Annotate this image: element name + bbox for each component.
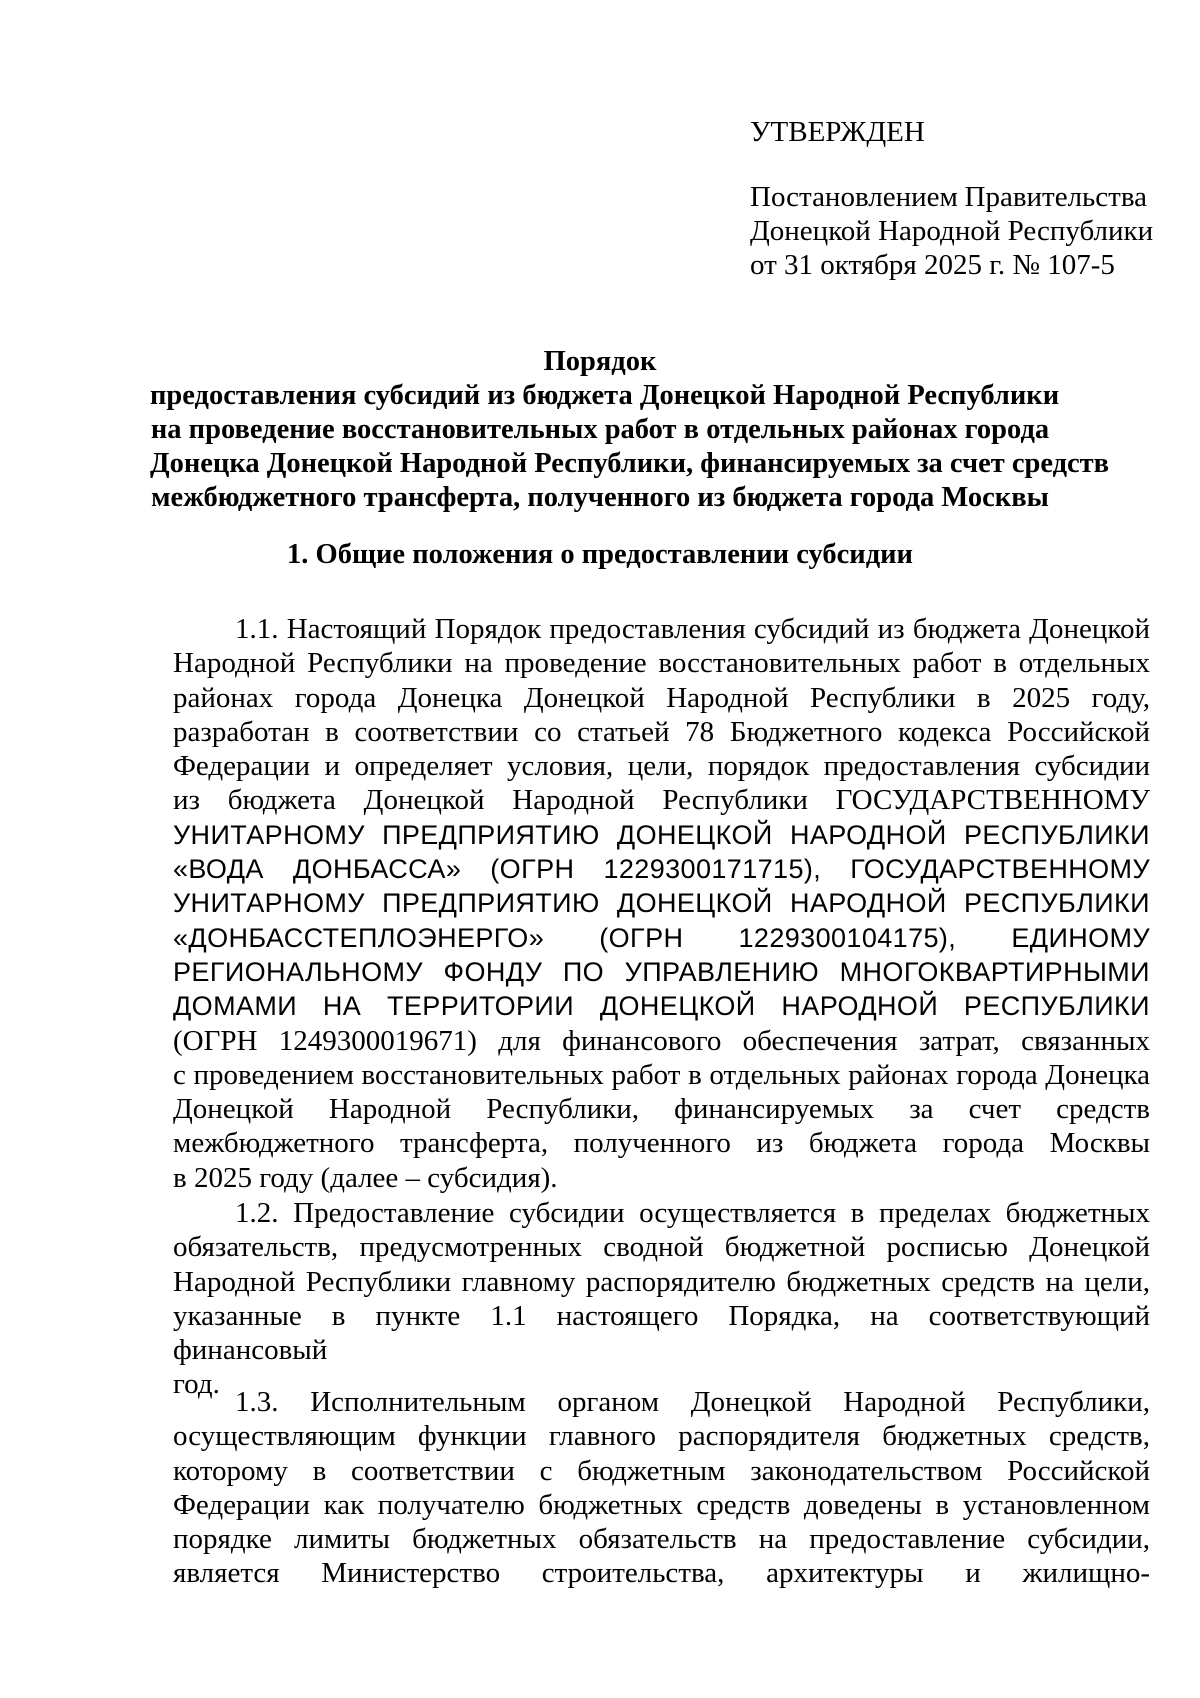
title-line-5: межбюджетного трансферта, полученного из бюджета города Москвы bbox=[151, 482, 1049, 513]
p1-line: (ОГРН 1249300019671) для финансового обеспечения затрат, связанных bbox=[173, 1024, 1150, 1057]
approval-line-1a: Постановлением bbox=[750, 181, 958, 213]
p2-line: обязательств, предусмотренных сводной бюджетной росписью Донецкой bbox=[173, 1231, 1150, 1264]
approval-heading: УТВЕРЖДЕН bbox=[750, 116, 925, 148]
p3-line: порядке лимиты бюджетных обязательств на предоставление субсидии, bbox=[173, 1523, 1150, 1556]
p1-line: в 2025 году (далее – субсидия). bbox=[173, 1161, 558, 1194]
p1-line: ДОМАМИ НА ТЕРРИТОРИИ ДОНЕЦКОЙ НАРОДНОЙ РЕСПУБЛИКИ bbox=[173, 991, 1150, 1022]
p2-line: 1.2. Предоставление субсидии осуществляется в пределах бюджетных bbox=[235, 1197, 1150, 1229]
title-line-2: предоставления субсидий из бюджета Донецкой Народной Республики bbox=[150, 380, 1060, 411]
title-line-1: Порядок bbox=[543, 346, 657, 377]
title-line-4: Донецка Донецкой Народной Республики, финансируемых за счет средств bbox=[150, 448, 1110, 479]
p3-line: является Министерство строительства, архитектуры и жилищно- bbox=[173, 1557, 1150, 1590]
paragraph-1-2 bbox=[173, 1196, 1150, 1402]
section-heading: 1. Общие положения о предоставлении субсидии bbox=[287, 539, 913, 570]
approval-line-1 bbox=[750, 180, 1147, 214]
p1-line: Донецкой Народной Республики, финансируемых за счет средств bbox=[173, 1093, 1150, 1126]
p1-line: из бюджета Донецкой Народной Республики ГОСУДАРСТВЕННОМУ bbox=[173, 784, 1150, 817]
p1-line: 1.1. Настоящий Порядок предоставления субсидий из бюджета Донецкой bbox=[235, 613, 1150, 645]
p1-line: «ВОДА ДОНБАССА» (ОГРН 1229300171715), ГОСУДАРСТВЕННОМУ bbox=[173, 854, 1150, 885]
p1-line: УНИТАРНОМУ ПРЕДПРИЯТИЮ ДОНЕЦКОЙ НАРОДНОЙ РЕСПУБЛИКИ bbox=[173, 888, 1150, 919]
p1-line: с проведением восстановительных работ в отдельных районах города Донецка bbox=[173, 1058, 1150, 1091]
paragraph-1-1 bbox=[173, 612, 1150, 1195]
p1-line: межбюджетного трансферта, полученного из бюджета города Москвы bbox=[173, 1127, 1150, 1160]
p2-line: Народной Республики главному распорядителю бюджетных средств на цели, bbox=[173, 1265, 1150, 1298]
approval-line-1b: Правительства bbox=[964, 181, 1147, 213]
p3-line: осуществляющим функции главного распорядителя бюджетных средств, bbox=[173, 1420, 1150, 1453]
document-title bbox=[150, 345, 1110, 515]
paragraph-1-3 bbox=[173, 1385, 1150, 1591]
p1-line: Федерации и определяет условия, цели, порядок предоставления субсидии bbox=[173, 750, 1150, 783]
p3-line: 1.3. Исполнительным органом Донецкой Народной Республики, bbox=[235, 1386, 1150, 1418]
p1-line: «ДОНБАССТЕПЛОЭНЕРГО» (ОГРН 1229300104175), ЕДИНОМУ bbox=[173, 922, 1150, 953]
approval-block bbox=[750, 180, 1154, 282]
p1-line: Народной Республики на проведение восстановительных работ в отдельных bbox=[173, 647, 1150, 680]
p2-line: год. bbox=[173, 1368, 220, 1401]
p3-line: которому в соответствии с бюджетным законодательством Российской bbox=[173, 1454, 1150, 1487]
p1-line: УНИТАРНОМУ ПРЕДПРИЯТИЮ ДОНЕЦКОЙ НАРОДНОЙ РЕСПУБЛИКИ bbox=[173, 819, 1150, 850]
p1-line: РЕГИОНАЛЬНОМУ ФОНДУ ПО УПРАВЛЕНИЮ МНОГОКВАРТИРНЫМИ bbox=[173, 956, 1150, 987]
p1-line: разработан в соответствии со статьей 78 Бюджетного кодекса Российской bbox=[173, 715, 1150, 748]
p2-line: указанные в пункте 1.1 настоящего Порядка, на соответствующий финансовый bbox=[173, 1299, 1150, 1367]
approval-line-3: от 31 октября 2025 г. № 107-5 bbox=[750, 249, 1115, 281]
approval-line-2: Донецкой Народной Республики bbox=[750, 215, 1154, 247]
title-line-3: на проведение восстановительных работ в отдельных районах города bbox=[150, 414, 1050, 445]
p3-line: Федерации как получателю бюджетных средств доведены в установленном bbox=[173, 1488, 1150, 1521]
p1-line: районах города Донецка Донецкой Народной Республики в 2025 году, bbox=[173, 681, 1150, 714]
